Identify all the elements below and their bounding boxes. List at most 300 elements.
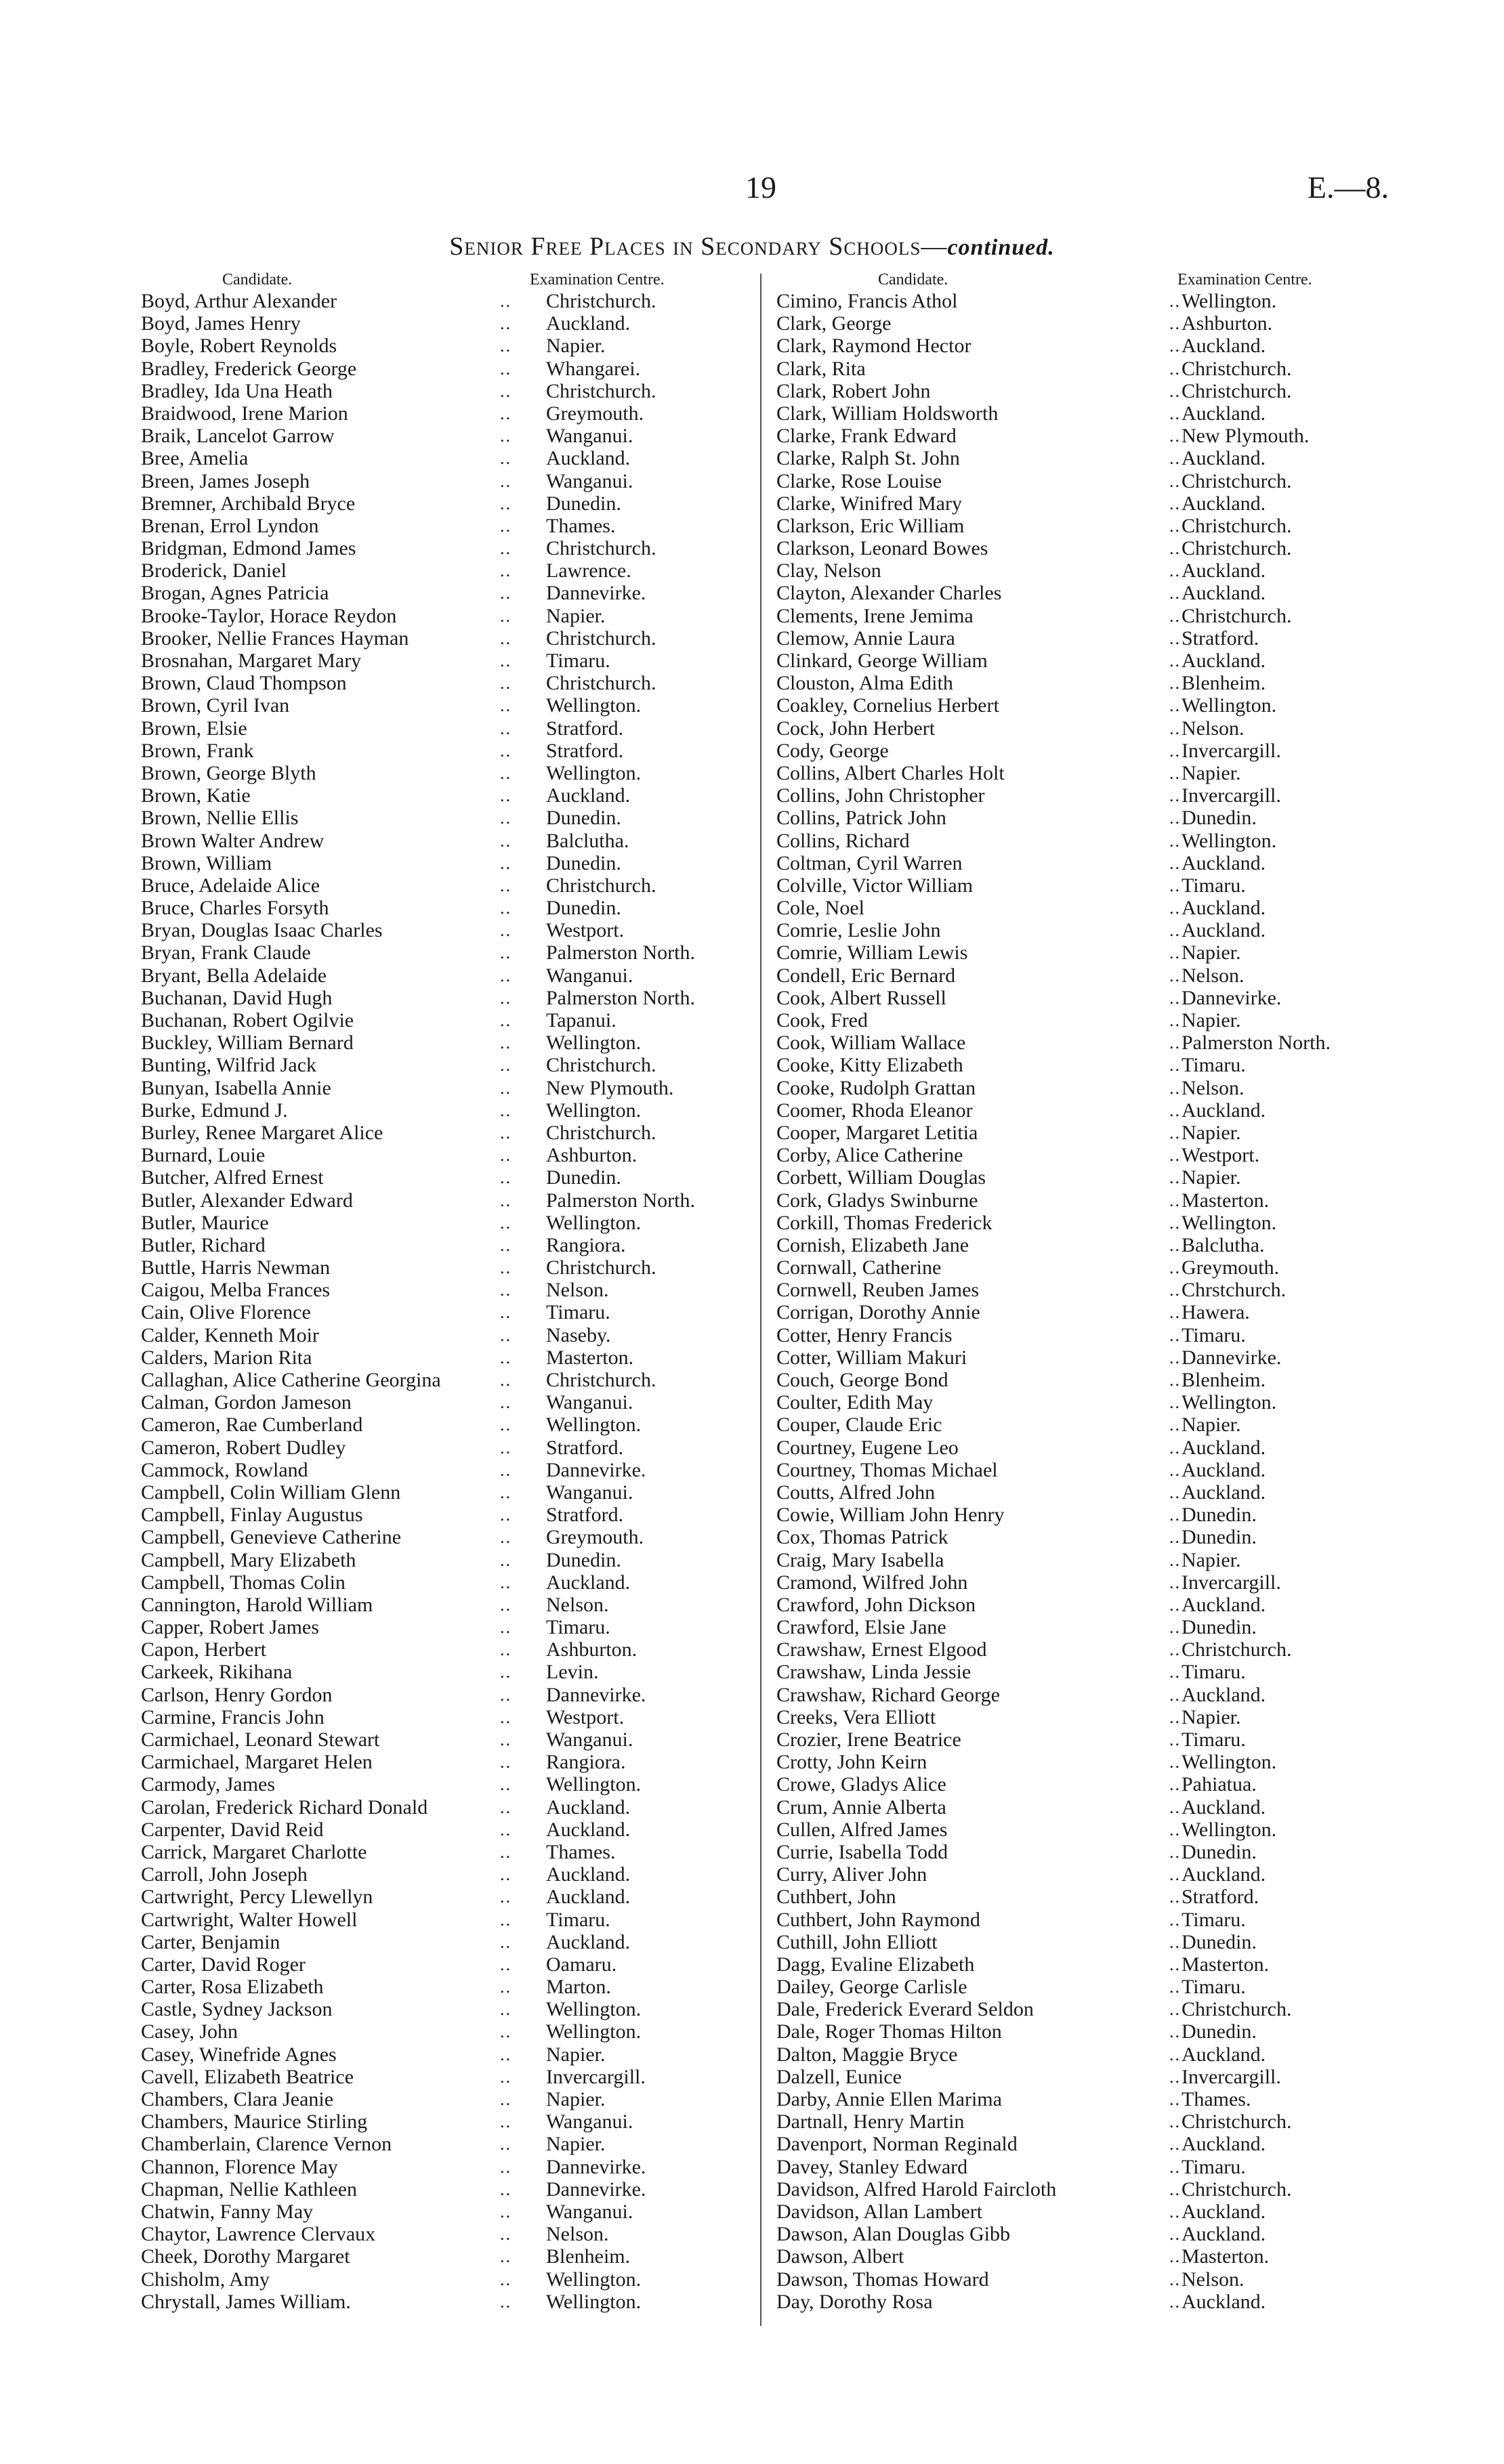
- examination-centre: Naseby.: [546, 1323, 611, 1346]
- candidate-name: Cooper, Margaret Letitia: [776, 1121, 978, 1144]
- leader-dots: ..: [500, 1730, 511, 1749]
- leader-dots: ..: [1169, 628, 1181, 648]
- examination-centre: Dannevirke.: [546, 2155, 646, 2178]
- leader-dots: ..: [500, 1617, 511, 1638]
- candidate-name: Brown, Frank: [141, 739, 254, 762]
- table-row: [141, 784, 737, 807]
- candidate-name: Coakley, Cornelius Herbert: [776, 694, 999, 717]
- leader-dots: ..: [1169, 1505, 1181, 1525]
- examination-centre: Auckland.: [1182, 897, 1266, 920]
- examination-centre: Balclutha.: [546, 829, 629, 852]
- leader-dots: ..: [500, 1797, 511, 1817]
- table-row: [776, 2133, 1386, 2155]
- left-column: [141, 271, 737, 2313]
- leader-dots: ..: [500, 1482, 511, 1502]
- candidate-name: Chapman, Nellie Kathleen: [141, 2178, 358, 2201]
- table-row: [776, 470, 1386, 492]
- examination-centre: Westport.: [1182, 1144, 1260, 1167]
- examination-centre: Nelson.: [1182, 2268, 1245, 2291]
- table-row: [776, 1459, 1386, 1481]
- leader-dots: ..: [500, 1370, 511, 1390]
- table-row: [141, 1481, 737, 1504]
- leader-dots: ..: [500, 1055, 511, 1076]
- candidate-name: Colville, Victor William: [776, 874, 974, 897]
- examination-centre: Tapanui.: [546, 1009, 617, 1032]
- leader-dots: ..: [1169, 381, 1181, 401]
- leader-dots: ..: [1169, 1437, 1181, 1458]
- leader-dots: ..: [1169, 943, 1181, 963]
- leader-dots: ..: [1169, 1122, 1181, 1143]
- examination-centre: Auckland.: [546, 1886, 631, 1909]
- table-row: [141, 1638, 737, 1661]
- table-row: [776, 2156, 1386, 2178]
- leader-dots: ..: [1169, 808, 1181, 828]
- examination-centre: Timaru.: [1182, 1728, 1246, 1751]
- leader-dots: ..: [500, 1640, 511, 1660]
- leader-dots: ..: [500, 853, 511, 873]
- examination-centre: Oamaru.: [546, 1953, 617, 1976]
- examination-centre: Christchurch.: [546, 379, 656, 402]
- leader-dots: ..: [1169, 1752, 1181, 1772]
- table-row: [141, 1369, 737, 1391]
- table-row: [141, 1796, 737, 1819]
- examination-centre: Blenheim.: [546, 2245, 631, 2268]
- table-row: [141, 559, 737, 582]
- candidate-name: Carroll, John Joseph: [141, 1863, 308, 1886]
- leader-dots: ..: [1169, 336, 1181, 356]
- examination-centre: Christchurch.: [1182, 604, 1292, 627]
- examination-centre: Christchurch.: [546, 1054, 656, 1077]
- candidate-name: Day, Dorothy Rosa: [776, 2290, 933, 2313]
- table-row: [141, 1256, 737, 1279]
- candidate-name: Couch, George Bond: [776, 1369, 948, 1391]
- right-rows: [776, 290, 1386, 2313]
- examination-centre: Auckland.: [1182, 2133, 1266, 2156]
- examination-centre: Wanganui.: [546, 1728, 633, 1751]
- leader-dots: ..: [1169, 606, 1181, 626]
- examination-centre: Auckland.: [546, 1818, 631, 1841]
- leader-dots: ..: [500, 403, 511, 423]
- table-row: [776, 1189, 1386, 1212]
- table-row: [776, 1391, 1386, 1414]
- leader-dots: ..: [1169, 291, 1181, 311]
- leader-dots: ..: [1169, 786, 1181, 806]
- table-row: [141, 1032, 737, 1054]
- candidate-name: Butler, Richard: [141, 1233, 266, 1256]
- candidate-name: Cammock, Rowland: [141, 1458, 308, 1481]
- table-row: [776, 717, 1386, 740]
- table-row: [141, 1549, 737, 1571]
- examination-centre: Napier.: [1182, 1166, 1241, 1189]
- examination-centre: Timaru.: [546, 1908, 610, 1931]
- examination-centre: Dunedin.: [1182, 1930, 1257, 1953]
- table-row: [776, 1144, 1386, 1166]
- table-row: [776, 1234, 1386, 1256]
- candidate-name: Davey, Stanley Edward: [776, 2155, 968, 2178]
- leader-dots: ..: [500, 718, 511, 738]
- examination-centre: Palmerston North.: [1182, 1032, 1331, 1055]
- candidate-name: Bradley, Ida Una Heath: [141, 379, 333, 402]
- table-row: [141, 335, 737, 357]
- candidate-name: Clouston, Alma Edith: [776, 672, 953, 695]
- candidate-name: Dale, Frederick Everard Seldon: [776, 1998, 1034, 2021]
- candidate-name: Cavell, Elizabeth Beatrice: [141, 2065, 354, 2088]
- table-row: [776, 672, 1386, 694]
- candidate-header: Candidate.: [878, 271, 948, 289]
- leader-dots: ..: [1169, 538, 1181, 559]
- candidate-name: Crawshaw, Ernest Elgood: [776, 1638, 987, 1661]
- candidate-name: Bryan, Douglas Isaac Charles: [141, 919, 383, 942]
- leader-dots: ..: [1169, 1055, 1181, 1076]
- candidate-name: Brown, William: [141, 851, 272, 874]
- table-row: [141, 1751, 737, 1773]
- candidate-name: Courtney, Thomas Michael: [776, 1458, 998, 1481]
- candidate-name: Brooker, Nellie Frances Hayman: [141, 626, 409, 650]
- examination-centre: Napier.: [1182, 941, 1241, 964]
- candidate-name: Carmichael, Leonard Stewart: [141, 1728, 380, 1751]
- table-row: [141, 402, 737, 425]
- leader-dots: ..: [500, 1033, 511, 1053]
- table-row: [141, 717, 737, 740]
- candidate-name: Carmody, James: [141, 1773, 276, 1796]
- leader-dots: ..: [1169, 1078, 1181, 1098]
- candidate-name: Cartwright, Percy Llewellyn: [141, 1886, 373, 1909]
- leader-dots: ..: [1169, 1865, 1181, 1885]
- table-row: [141, 1077, 737, 1099]
- leader-dots: ..: [500, 1235, 511, 1255]
- examination-centre: Greymouth.: [546, 402, 644, 425]
- table-row: [776, 740, 1386, 762]
- table-row: [776, 1009, 1386, 1032]
- examination-centre: Timaru.: [1182, 1908, 1246, 1931]
- table-row: [776, 1504, 1386, 1526]
- leader-dots: ..: [500, 2157, 511, 2177]
- leader-dots: ..: [500, 696, 511, 716]
- examination-centre: Wellington.: [546, 1211, 642, 1234]
- examination-centre: Thames.: [546, 514, 616, 537]
- leader-dots: ..: [1169, 2089, 1181, 2109]
- candidate-name: Cramond, Wilfred John: [776, 1571, 968, 1594]
- table-row: [141, 1863, 737, 1886]
- examination-centre: Auckland.: [1182, 1099, 1266, 1122]
- table-row: [141, 740, 737, 762]
- table-row: [776, 582, 1386, 604]
- candidate-name: Clemow, Annie Laura: [776, 626, 955, 650]
- examination-centre: Levin.: [546, 1661, 599, 1684]
- leader-dots: ..: [1169, 1100, 1181, 1120]
- leader-dots: ..: [500, 1887, 511, 1907]
- table-row: [776, 1414, 1386, 1436]
- table-row: [776, 312, 1386, 335]
- table-row: [141, 919, 737, 941]
- examination-centre: Invercargill.: [546, 2065, 646, 2088]
- leader-dots: ..: [500, 1977, 511, 1997]
- table-row: [141, 807, 737, 829]
- table-row: [776, 807, 1386, 829]
- table-row: [141, 1841, 737, 1863]
- leader-dots: ..: [500, 1775, 511, 1795]
- candidate-name: Craig, Mary Isabella: [776, 1548, 944, 1571]
- candidate-name: Clinkard, George William: [776, 650, 988, 672]
- table-row: [141, 515, 737, 537]
- candidate-name: Courtney, Eugene Leo: [776, 1436, 959, 1459]
- examination-centre: Christchurch.: [1182, 379, 1292, 402]
- candidate-name: Braik, Lancelot Garrow: [141, 425, 335, 448]
- leader-dots: ..: [500, 493, 511, 513]
- leader-dots: ..: [1169, 1482, 1181, 1502]
- leader-dots: ..: [500, 1909, 511, 1930]
- examination-centre: Wellington.: [546, 2020, 642, 2043]
- candidate-name: Curry, Aliver John: [776, 1863, 927, 1886]
- candidate-name: Campbell, Mary Elizabeth: [141, 1548, 356, 1571]
- candidate-name: Creeks, Vera Elliott: [776, 1705, 936, 1728]
- examination-centre: Napier.: [546, 604, 606, 627]
- leader-dots: ..: [500, 1347, 511, 1367]
- examination-centre: Napier.: [1182, 1548, 1241, 1571]
- leader-dots: ..: [1169, 358, 1181, 379]
- table-row: [141, 1526, 737, 1548]
- table-row: [776, 1728, 1386, 1751]
- examination-centre: Christchurch.: [546, 1369, 656, 1391]
- table-row: [776, 537, 1386, 559]
- table-row: [776, 1032, 1386, 1054]
- table-row: [141, 1998, 737, 2020]
- left-column-header: [141, 271, 737, 290]
- leader-dots: ..: [500, 830, 511, 851]
- candidate-name: Channon, Florence May: [141, 2155, 338, 2178]
- candidate-name: Campbell, Thomas Colin: [141, 1571, 346, 1594]
- examination-centre: Westport.: [546, 919, 625, 942]
- leader-dots: ..: [500, 1505, 511, 1525]
- leader-dots: ..: [500, 763, 511, 783]
- examination-centre: Wanganui.: [546, 1391, 633, 1414]
- candidate-name: Calders, Marion Rita: [141, 1346, 312, 1369]
- examination-centre: Christchurch.: [1182, 357, 1292, 380]
- leader-dots: ..: [1169, 2157, 1181, 2177]
- table-row: [141, 1234, 737, 1256]
- leader-dots: ..: [1169, 718, 1181, 738]
- candidate-name: Cheek, Dorothy Margaret: [141, 2245, 350, 2268]
- examination-centre: Christchurch.: [1182, 2110, 1292, 2133]
- examination-centre: Masterton.: [1182, 2245, 1270, 2268]
- candidate-name: Cimino, Francis Athol: [776, 290, 958, 312]
- examination-centre: Napier.: [1182, 1414, 1241, 1437]
- leader-dots: ..: [500, 2247, 511, 2267]
- examination-centre: Christchurch.: [1182, 2178, 1292, 2201]
- table-row: [776, 1819, 1386, 1841]
- examination-centre: Invercargill.: [1182, 739, 1281, 762]
- table-row: [141, 1166, 737, 1189]
- candidate-name: Bree, Amelia: [141, 447, 249, 470]
- table-row: [141, 2268, 737, 2291]
- examination-centre: Auckland.: [1182, 1436, 1266, 1459]
- leader-dots: ..: [1169, 2269, 1181, 2289]
- candidate-name: Chamberlain, Clarence Vernon: [141, 2133, 392, 2156]
- examination-centre: Timaru.: [1182, 874, 1246, 897]
- candidate-name: Cook, Albert Russell: [776, 986, 946, 1009]
- leader-dots: ..: [1169, 1145, 1181, 1166]
- leader-dots: ..: [1169, 1999, 1181, 2020]
- candidate-name: Carkeek, Rikihana: [141, 1661, 293, 1684]
- table-row: [776, 650, 1386, 672]
- table-row: [141, 1976, 737, 1998]
- leader-dots: ..: [1169, 1617, 1181, 1638]
- leader-dots: ..: [1169, 1235, 1181, 1255]
- table-row: [776, 358, 1386, 380]
- examination-centre: Auckland.: [1182, 1796, 1266, 1819]
- examination-centre: Napier.: [546, 2043, 606, 2066]
- candidate-name: Cuthbert, John Raymond: [776, 1908, 980, 1931]
- examination-centre: Timaru.: [1182, 1054, 1246, 1077]
- examination-centre: Auckland.: [1182, 1683, 1266, 1706]
- leader-dots: ..: [500, 2022, 511, 2042]
- table-row: [141, 1504, 737, 1526]
- table-row: [141, 2043, 737, 2066]
- table-row: [776, 1549, 1386, 1571]
- candidate-name: Brogan, Agnes Patricia: [141, 582, 329, 605]
- table-row: [141, 1009, 737, 1032]
- candidate-name: Butcher, Alfred Ernest: [141, 1166, 324, 1189]
- candidate-name: Cork, Gladys Swinburne: [776, 1189, 978, 1212]
- table-row: [776, 627, 1386, 650]
- examination-centre: New Plymouth.: [1182, 425, 1310, 448]
- table-row: [141, 1909, 737, 1931]
- leader-dots: ..: [500, 1302, 511, 1323]
- leader-dots: ..: [1169, 583, 1181, 603]
- examination-centre: Wellington.: [546, 1773, 642, 1796]
- leader-dots: ..: [500, 1122, 511, 1143]
- candidate-name: Brown, Claud Thompson: [141, 672, 347, 695]
- leader-dots: ..: [500, 1078, 511, 1098]
- leader-dots: ..: [1169, 1550, 1181, 1570]
- candidate-name: Crawshaw, Linda Jessie: [776, 1661, 972, 1684]
- candidate-name: Burke, Edmund J.: [141, 1099, 288, 1122]
- leader-dots: ..: [500, 1662, 511, 1682]
- leader-dots: ..: [500, 2179, 511, 2199]
- candidate-name: Broderick, Daniel: [141, 559, 287, 582]
- leader-dots: ..: [1169, 561, 1181, 581]
- leader-dots: ..: [1169, 1662, 1181, 1682]
- leader-dots: ..: [500, 808, 511, 828]
- table-row: [141, 987, 737, 1009]
- leader-dots: ..: [500, 1011, 511, 1030]
- candidate-name: Carolan, Frederick Richard Donald: [141, 1796, 428, 1819]
- table-row: [141, 1144, 737, 1166]
- leader-dots: ..: [500, 1415, 511, 1435]
- examination-centre: Wellington.: [1182, 1391, 1277, 1414]
- table-row: [776, 762, 1386, 784]
- candidate-name: Crotty, John Keirn: [776, 1751, 927, 1774]
- leader-dots: ..: [1169, 2201, 1181, 2222]
- examination-centre: Auckland.: [1182, 582, 1266, 605]
- leader-dots: ..: [1169, 1370, 1181, 1390]
- table-row: [776, 515, 1386, 537]
- examination-centre: Wanganui.: [546, 964, 633, 987]
- table-row: [776, 1594, 1386, 1616]
- table-row: [141, 1054, 737, 1076]
- table-row: [141, 2291, 737, 2313]
- table-row: [776, 1212, 1386, 1234]
- candidate-name: Corrigan, Dorothy Annie: [776, 1301, 980, 1324]
- candidate-name: Brooke-Taylor, Horace Reydon: [141, 604, 397, 627]
- table-row: [776, 2020, 1386, 2043]
- examination-centre: Auckland.: [1182, 402, 1266, 425]
- candidate-name: Brenan, Errol Lyndon: [141, 514, 319, 537]
- table-row: [776, 897, 1386, 919]
- table-row: [141, 380, 737, 402]
- table-row: [141, 1886, 737, 1908]
- table-row: [141, 358, 737, 380]
- table-row: [776, 1054, 1386, 1076]
- candidate-name: Burnard, Louie: [141, 1144, 266, 1167]
- candidate-name: Braidwood, Irene Marion: [141, 402, 348, 425]
- candidate-name: Carmichael, Margaret Helen: [141, 1751, 373, 1774]
- examination-centre: Dunedin.: [1182, 2020, 1257, 2043]
- examination-centre: Auckland.: [1182, 2200, 1266, 2223]
- candidate-name: Darby, Annie Ellen Marima: [776, 2088, 1002, 2110]
- candidate-name: Bryant, Bella Adelaide: [141, 964, 327, 987]
- examination-centre: Dunedin.: [1182, 1616, 1257, 1639]
- examination-centre: Ashburton.: [546, 1638, 638, 1661]
- examination-centre: Hawera.: [1182, 1301, 1250, 1324]
- leader-dots: ..: [500, 898, 511, 918]
- examination-centre: Thames.: [546, 1840, 616, 1863]
- examination-centre: Christchurch.: [546, 672, 656, 695]
- candidate-name: Cameron, Rae Cumberland: [141, 1414, 363, 1437]
- table-row: [776, 1616, 1386, 1638]
- candidate-name: Chambers, Clara Jeanie: [141, 2088, 334, 2110]
- candidate-name: Brosnahan, Margaret Mary: [141, 650, 362, 672]
- examination-centre: Auckland.: [1182, 650, 1266, 672]
- candidate-name: Carter, Benjamin: [141, 1930, 280, 1953]
- table-row: [141, 1212, 737, 1234]
- examination-centre: Wellington.: [546, 2268, 642, 2291]
- examination-centre: Nelson.: [1182, 964, 1245, 987]
- table-row: [776, 2291, 1386, 2313]
- candidate-name: Chambers, Maurice Stirling: [141, 2110, 368, 2133]
- examination-centre: Wellington.: [546, 1998, 642, 2021]
- examination-centre: Christchurch.: [1182, 537, 1292, 560]
- examination-centre: Dannevirke.: [546, 2178, 646, 2201]
- leader-dots: ..: [1169, 493, 1181, 513]
- candidate-name: Capon, Herbert: [141, 1638, 266, 1661]
- leader-dots: ..: [1169, 448, 1181, 469]
- table-row: [776, 1886, 1386, 1908]
- examination-centre: Timaru.: [546, 1616, 610, 1639]
- candidate-name: Dalzell, Eunice: [776, 2065, 902, 2088]
- table-row: [141, 492, 737, 515]
- candidate-name: Caigou, Melba Frances: [141, 1279, 331, 1302]
- candidate-name: Clements, Irene Jemima: [776, 604, 974, 627]
- leader-dots: ..: [1169, 2134, 1181, 2154]
- centre-header: Examination Centre.: [1177, 271, 1312, 289]
- candidate-name: Clark, Robert John: [776, 379, 931, 402]
- examination-centre: Christchurch.: [546, 626, 656, 650]
- leader-dots: ..: [1169, 1977, 1181, 1997]
- table-row: [776, 2110, 1386, 2133]
- candidate-name: Campbell, Genevieve Catherine: [141, 1526, 402, 1549]
- leader-dots: ..: [500, 1842, 511, 1862]
- table-row: [776, 987, 1386, 1009]
- candidate-name: Coulter, Edith May: [776, 1391, 934, 1414]
- leader-dots: ..: [1169, 1393, 1181, 1413]
- leader-dots: ..: [1169, 1775, 1181, 1795]
- candidate-name: Crozier, Irene Beatrice: [776, 1728, 961, 1751]
- section-title-continued: continued.: [947, 235, 1055, 260]
- table-row: [776, 941, 1386, 964]
- table-row: [776, 1773, 1386, 1796]
- leader-dots: ..: [1169, 1572, 1181, 1592]
